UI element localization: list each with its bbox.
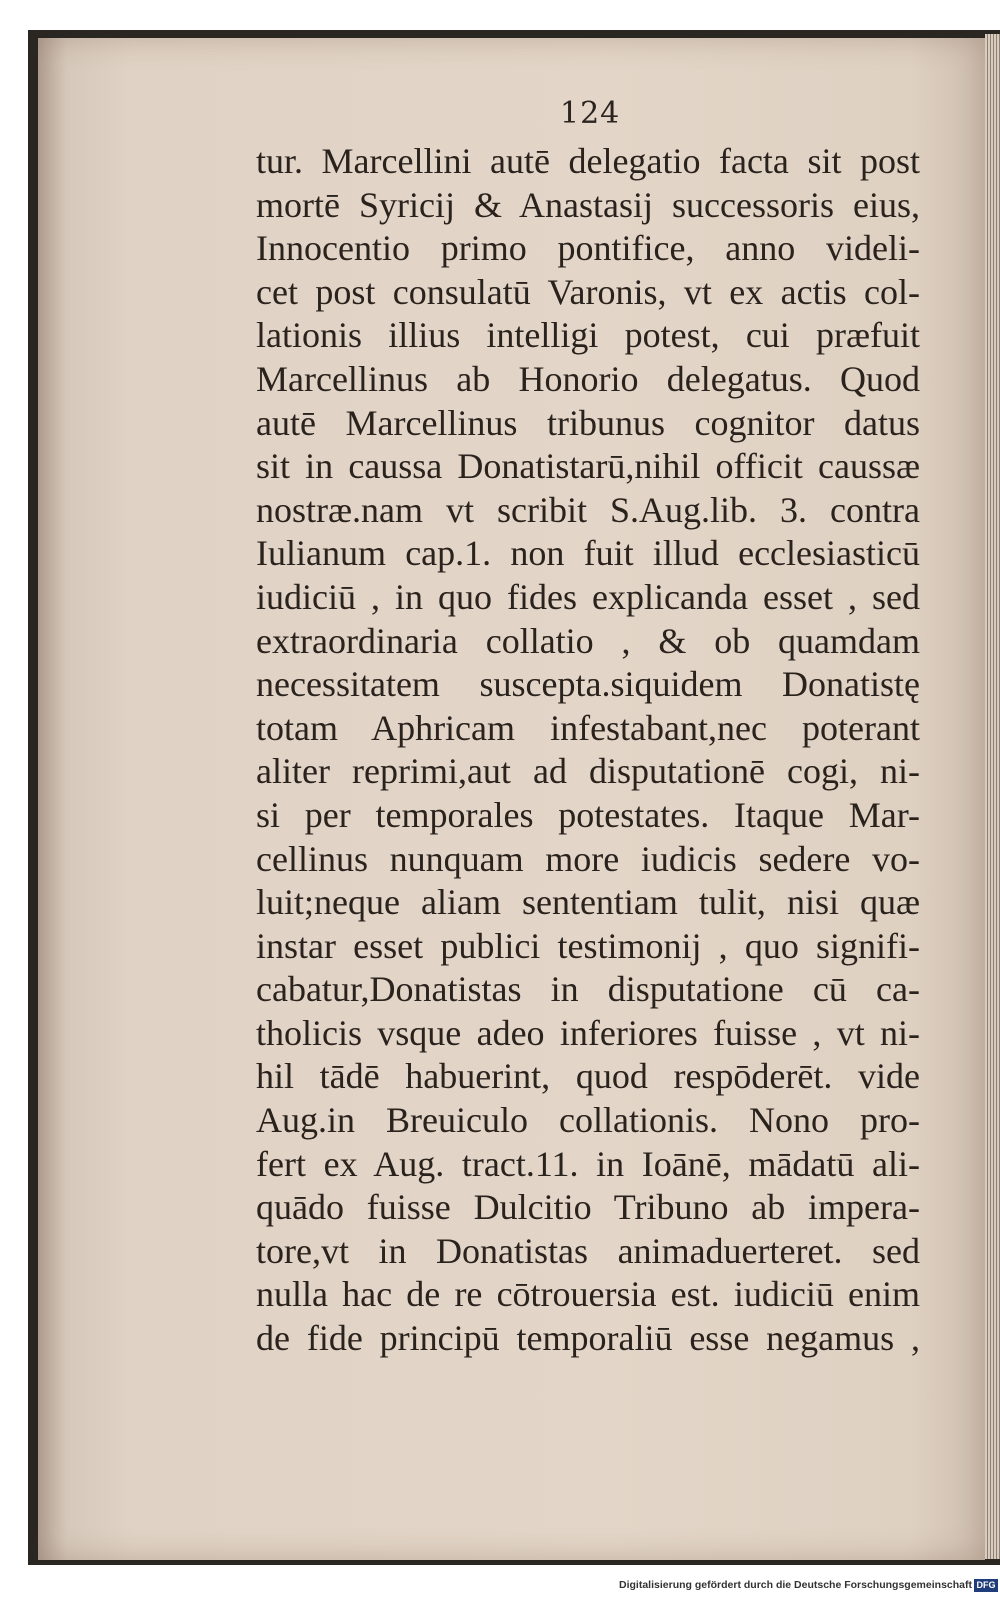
text-line: tore,vt in Donatistas animaduerteret. sed — [256, 1230, 920, 1271]
text-line: instar esset publici testimonij , quo signifi- — [256, 925, 920, 966]
text-line: quādo fuisse Dulcitio Tribuno ab impera- — [256, 1187, 920, 1228]
page-stack-edge — [985, 34, 1000, 1559]
text-line: nostræ.nam vt scribit S.Aug.lib. 3. contra — [256, 489, 920, 530]
page-text — [256, 140, 920, 1361]
text-line: extraordinaria collatio , & ob quamdam — [256, 620, 920, 661]
text-line: sit in caussa Donatistarū,nihil officit caussæ — [256, 446, 920, 487]
text-line: fert ex Aug. tract.11. in Ioānē, mādatū ali- — [256, 1143, 920, 1184]
text-line: tur. Marcellini autē delegatio facta sit post — [256, 141, 920, 181]
text-line: cellinus nunquam more iudicis sedere vo- — [256, 838, 920, 879]
text-line: Innocentio primo pontifice, anno videli- — [256, 228, 920, 269]
text-line: necessitatem suscepta.siquidem Donatistę — [256, 664, 920, 705]
funding-notice: Digitalisierung gefördert durch die Deutsche Forschungsgemeinschaft — [619, 1579, 972, 1591]
text-line: mortē Syricij & Anastasij successoris eius, — [256, 184, 920, 225]
text-line: aliter reprimi,aut ad disputationē cogi, ni- — [256, 751, 920, 792]
text-line: Aug.in Breuiculo collationis. Nono pro- — [256, 1100, 920, 1141]
text-line: cet post consulatū Varonis, vt ex actis col- — [256, 271, 920, 312]
dfg-logo-icon: DFG — [974, 1579, 998, 1592]
text-line: autē Marcellinus tribunus cognitor datus — [256, 402, 920, 443]
text-line: totam Aphricam infestabant,nec poterant — [256, 707, 920, 748]
text-line: nulla hac de re cōtrouersia est. iudiciū enim — [256, 1274, 920, 1315]
text-line: si per temporales potestates. Itaque Mar- — [256, 794, 920, 835]
text-line: de fide principū temporaliū esse negamus , — [256, 1318, 920, 1359]
text-line: luit;neque aliam sententiam tulit, nisi quæ — [256, 882, 920, 923]
text-line: tholicis vsque adeo inferiores fuisse , vt ni- — [256, 1012, 920, 1053]
footer-bar — [0, 1576, 1000, 1599]
text-line: hil tādē habuerint, quod respōderēt. vide — [256, 1056, 920, 1097]
text-line: lationis illius intelligi potest, cui præfuit — [256, 315, 920, 356]
text-line: Iulianum cap.1. non fuit illud ecclesiasticū — [256, 533, 920, 574]
text-line: Marcellinus ab Honorio delegatus. Quod — [256, 358, 920, 399]
page-number: 124 — [560, 96, 621, 131]
text-line: iudiciū , in quo fides explicanda esset , sed — [256, 576, 920, 617]
text-line: cabatur,Donatistas in disputatione cū ca- — [256, 969, 920, 1010]
